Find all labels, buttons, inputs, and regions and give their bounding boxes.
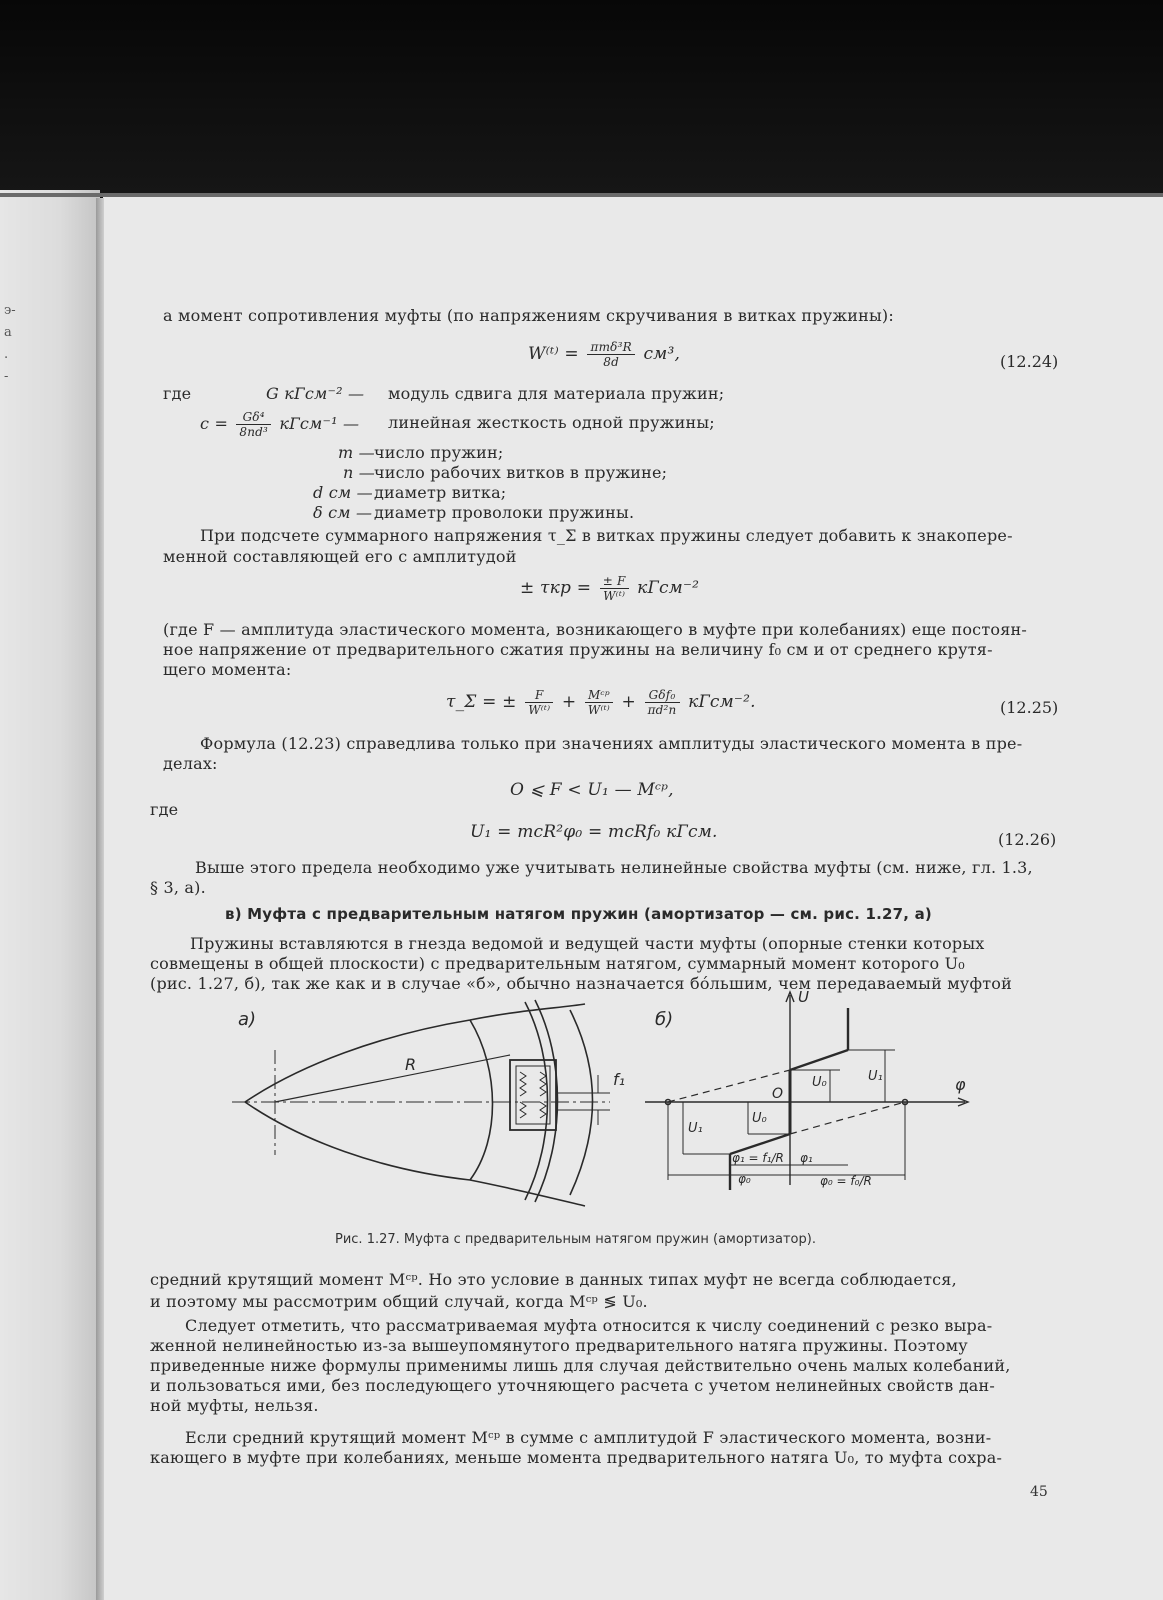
definition-c: линейная жесткость одной пружины; xyxy=(388,413,715,432)
label-phi1: φ₁ xyxy=(800,1151,813,1165)
equation-tau-kr xyxy=(520,574,699,603)
label-phi: φ xyxy=(955,1075,966,1094)
label-phi0-eq: φ₀ = f₀/R xyxy=(820,1174,872,1188)
eq-unit: кГсм⁻² xyxy=(637,578,700,598)
label-f1: f₁ xyxy=(613,1070,626,1089)
numerator: Gδ⁴ xyxy=(236,410,271,425)
spring-coils-bottom xyxy=(520,1102,546,1118)
eq-lhs: W⁽ᵗ⁾ = xyxy=(528,344,579,364)
equation-12-24 xyxy=(528,340,680,369)
eq-fraction xyxy=(600,574,629,603)
definition-m: число пружин; xyxy=(374,443,504,462)
denominator: 8nd³ xyxy=(239,425,269,439)
eq-fraction xyxy=(585,688,613,717)
dark-background xyxy=(0,0,1163,195)
text-line: совмещены в общей плоскости) с предварительным натягом, суммарный момент которого U₀ xyxy=(150,954,965,973)
text-line: (где F — амплитуда эластического момента, возникающего в муфте при колебаниях) еще постоян- xyxy=(163,620,1027,639)
gde-label: где xyxy=(163,384,192,403)
coupling-upper-contour xyxy=(245,1004,585,1102)
equation-12-26: U₁ = mcR²φ₀ = mcRf₀ кГсм. xyxy=(470,822,718,842)
text-line: Следует отметить, что рассматриваемая муфта относится к числу соединений с резко выра- xyxy=(185,1316,993,1335)
margin-mark: а xyxy=(4,325,12,340)
text-line: ное напряжение от предварительного сжатия пружины на величину f₀ см и от среднего крутя- xyxy=(163,640,993,659)
text-line: приведенные ниже формулы применимы лишь для случая действительно очень малых колебаний, xyxy=(150,1356,1011,1375)
denominator: W⁽ᵗ⁾ xyxy=(528,703,551,717)
figure-1-27 xyxy=(0,990,1163,1250)
rim-arc xyxy=(525,1002,548,1200)
coupling-lower-contour xyxy=(245,1102,585,1206)
eq-lhs: ± τкр = xyxy=(520,578,592,598)
spring-coils-top xyxy=(520,1072,546,1096)
symbol-c xyxy=(200,410,359,439)
eq-fraction xyxy=(587,340,634,369)
text-line: менной составляющей его с амплитудой xyxy=(163,547,517,566)
label-a: а) xyxy=(238,1009,257,1030)
text-line: (рис. 1.27, б), так же как и в случае «б», обычно назначается бо́льшим, чем передаваемый муфтой xyxy=(150,974,1012,993)
label-origin: O xyxy=(772,1086,784,1102)
plus-sign: + xyxy=(561,692,577,712)
text-line: § 3, а). xyxy=(150,878,206,897)
margin-mark: э- xyxy=(4,303,16,318)
text-line: женной нелинейностью из-за вышеупомянутого предварительного натяга пружины. Поэтому xyxy=(150,1336,968,1355)
label-u1-lower: U₁ xyxy=(688,1121,703,1136)
eq-fraction xyxy=(525,688,553,717)
symbol-n: n — xyxy=(343,463,375,482)
text-line: Выше этого предела необходимо уже учитывать нелинейные свойства муфты (см. ниже, гл. 1.3, xyxy=(195,858,1033,877)
definition-n: число рабочих витков в пружине; xyxy=(374,463,668,482)
denominator: 8d xyxy=(603,355,620,369)
symbol-delta: δ см — xyxy=(313,503,373,522)
symbol-m: m — xyxy=(338,443,375,462)
margin-mark: . xyxy=(4,347,9,362)
symbol-g: G кГсм⁻² — xyxy=(266,384,365,403)
numerator: ± F xyxy=(600,574,629,589)
text-line: ной муфты, нельзя. xyxy=(150,1396,319,1415)
left-page-edge xyxy=(0,190,100,1600)
radius-line xyxy=(275,1055,510,1102)
equation-number: (12.25) xyxy=(1000,698,1059,717)
eq-unit: кГсм⁻². xyxy=(688,692,756,712)
numerator: Gδf₀ xyxy=(645,688,680,703)
equation-number: (12.24) xyxy=(1000,352,1059,371)
page-top-edge xyxy=(0,193,1163,197)
definition-g: модуль сдвига для материала пружин; xyxy=(388,384,725,403)
text-line: При подсчете суммарного напряжения τ_Σ в витках пружины следует добавить к знакопере- xyxy=(200,526,1013,545)
c-fraction xyxy=(236,410,271,439)
eq-lhs: τ_Σ = ± xyxy=(446,692,517,712)
plus-sign: + xyxy=(621,692,636,712)
page-number: 45 xyxy=(1030,1484,1048,1500)
gde-label: где xyxy=(150,800,179,819)
figure-caption: Рис. 1.27. Муфта с предварительным натягом пружин (амортизатор). xyxy=(335,1232,816,1247)
numerator: F xyxy=(525,688,553,703)
margin-mark: - xyxy=(4,369,9,384)
numerator: Mᶜᵖ xyxy=(585,688,613,703)
label-r: R xyxy=(405,1055,417,1074)
dashed-extension xyxy=(790,1102,905,1134)
denominator: W⁽ᵗ⁾ xyxy=(587,703,610,717)
label-u0: U₀ xyxy=(812,1075,827,1090)
denominator: W⁽ᵗ⁾ xyxy=(603,589,626,603)
label-u0-lower: U₀ xyxy=(752,1111,767,1126)
rim-arc-inner xyxy=(535,1000,558,1202)
eq-fraction xyxy=(645,688,680,717)
book-gutter xyxy=(96,198,104,1600)
label-u: U xyxy=(798,990,809,1006)
text-line: и поэтому мы рассмотрим общий случай, когда Mᶜᵖ ≶ U₀. xyxy=(150,1292,648,1311)
section-heading: в) Муфта с предварительным натягом пружин (амортизатор — см. рис. 1.27, а) xyxy=(225,905,932,923)
text-line: делах: xyxy=(163,754,218,773)
text-line: а момент сопротивления муфты (по напряжениям скручивания в витках пружины): xyxy=(163,306,894,325)
text-line: Пружины вставляются в гнезда ведомой и ведущей части муфты (опорные стенки которых xyxy=(190,934,985,953)
text-line: и пользоваться ими, без последующего уточняющего расчета с учетом нелинейных свойств дан- xyxy=(150,1376,996,1395)
label-phi1-eq: φ₁ = f₁/R xyxy=(732,1151,784,1165)
definition-d: диаметр витка; xyxy=(374,483,507,502)
spring-housing xyxy=(510,1060,556,1130)
symbol-d: d см — xyxy=(313,483,373,502)
c-lhs: c = xyxy=(200,414,229,433)
definition-delta: диаметр проволоки пружины. xyxy=(374,503,635,522)
numerator: πmδ³R xyxy=(587,340,634,355)
text-line: Если средний крутящий момент Mᶜᵖ в сумме с амплитудой F эластического момента, возни- xyxy=(185,1428,992,1447)
c-unit: кГсм⁻¹ — xyxy=(279,414,360,433)
upper-branch xyxy=(790,1050,848,1070)
label-u1: U₁ xyxy=(868,1069,883,1084)
eq-unit: см³, xyxy=(643,344,681,364)
equation-inequality: O ⩽ F < U₁ — Mᶜᵖ, xyxy=(510,780,674,800)
left-margin-marks xyxy=(4,300,16,388)
text-line: Формула (12.23) справедлива только при значениях амплитуды эластического момента в пре- xyxy=(200,734,1023,753)
label-b: б) xyxy=(655,1009,674,1030)
text-line: щего момента: xyxy=(163,660,292,679)
text-line: кающего в муфте при колебаниях, меньше момента предварительного натяга U₀, то муфта сохра- xyxy=(150,1448,1003,1467)
equation-number: (12.26) xyxy=(998,830,1057,849)
denominator: πd²n xyxy=(647,703,677,717)
hub-arc xyxy=(470,1020,493,1180)
equation-12-25 xyxy=(446,688,756,717)
text-line: средний крутящий момент Mᶜᵖ. Но это условие в данных типах муфт не всегда соблюдается, xyxy=(150,1270,957,1289)
label-phi0: φ₀ xyxy=(738,1172,751,1186)
